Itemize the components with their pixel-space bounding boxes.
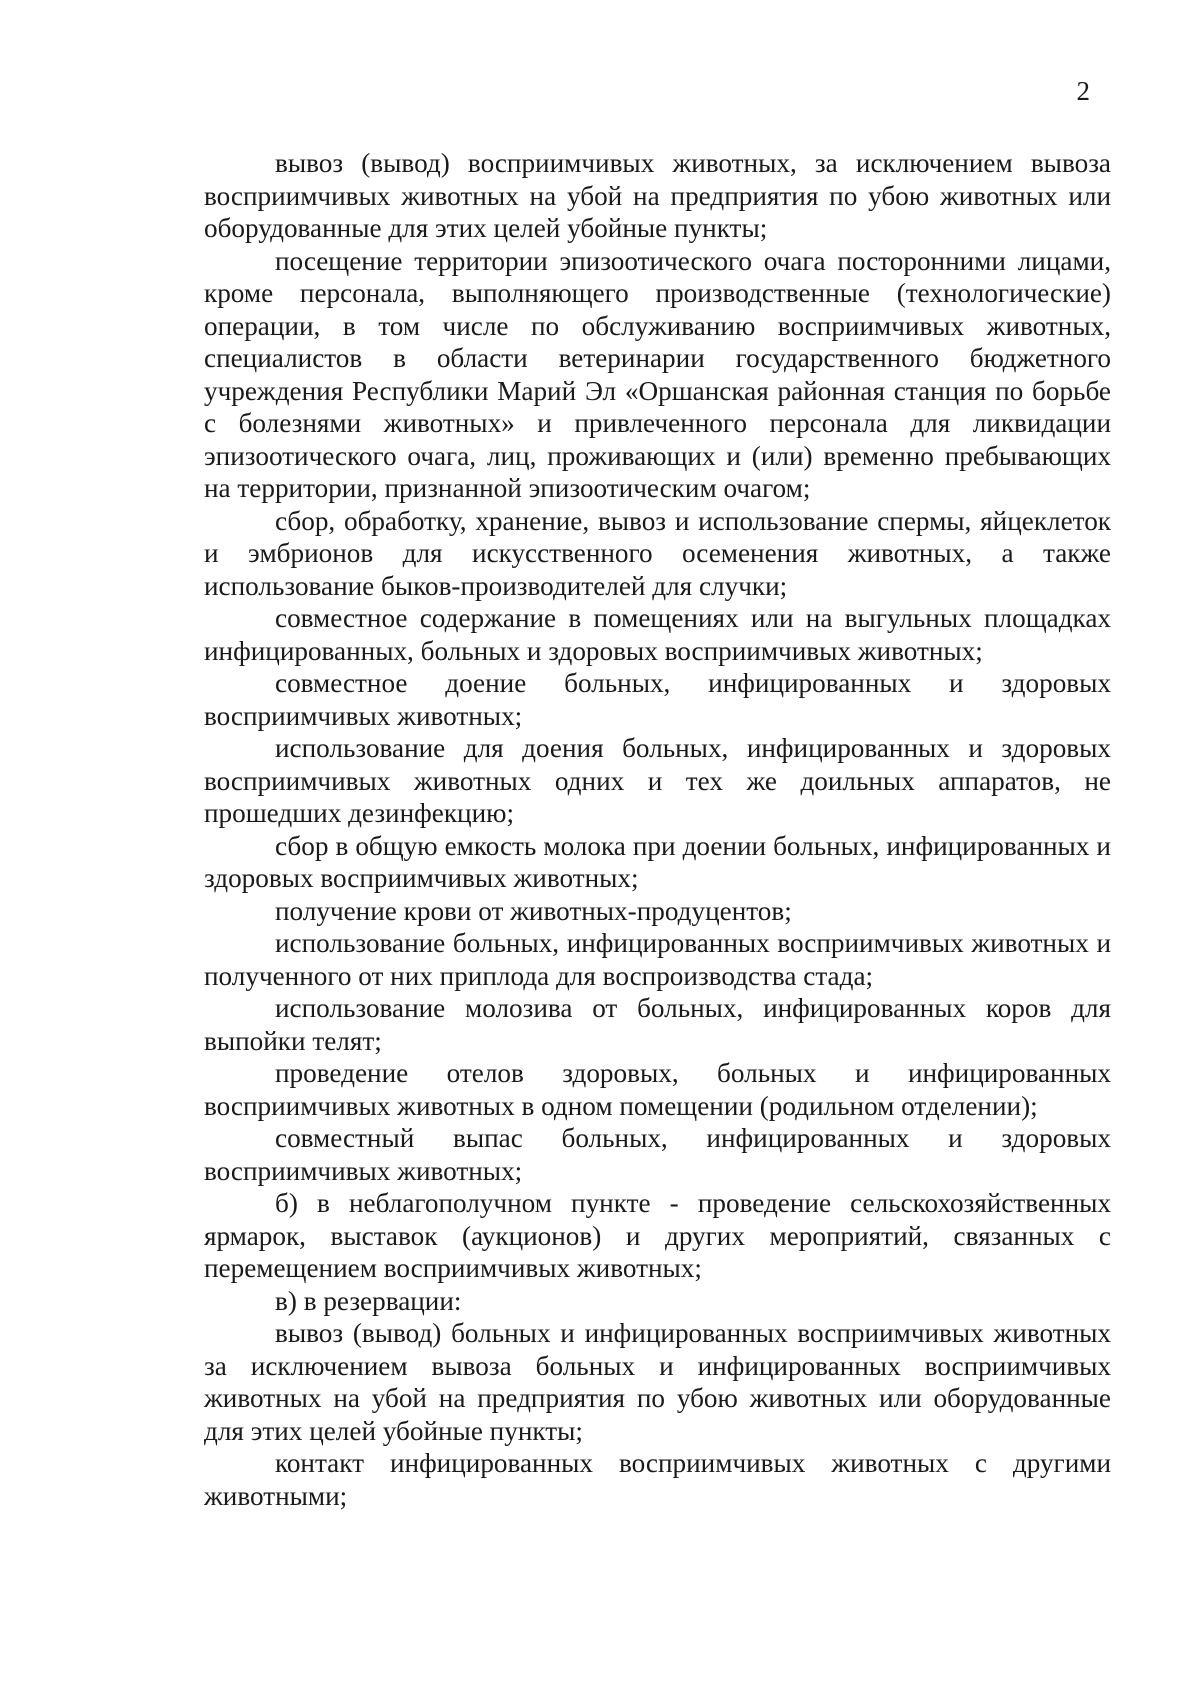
paragraph-12: совместный выпас больных, инфицированных и здоровых восприимчивых животных; bbox=[204, 1123, 1111, 1186]
paragraph-2: посещение территории эпизоотического очага посторонними лицами, кроме персонала, выполняющего производственные (технологические) операции, в том числе по обслуживанию восприимчивых животных, специалистов в области ветеринарии государственного бюджетного учреждения Республики Марий Эл «Оршанская районная станция по борьбе с болезнями животных» и привлеченного персонала для ликвидации эпизоотического очага, лиц, проживающих и (или) временно пребывающих на территории, признанной эпизоотическим очагом; bbox=[204, 245, 1111, 503]
paragraph-4: совместное содержание в помещениях или на выгульных площадках инфицированных, больных и здоровых восприимчивых животных; bbox=[204, 603, 1111, 666]
paragraph-5: совместное доение больных, инфицированных и здоровых восприимчивых животных; bbox=[204, 668, 1111, 731]
paragraph-3: сбор, обработку, хранение, вывоз и использование спермы, яйцеклеток и эмбрионов для искусственного осеменения животных, а также использование быков-производителей для случки; bbox=[204, 505, 1111, 601]
paragraph-7: сбор в общую емкость молока при доении больных, инфицированных и здоровых восприимчивых животных; bbox=[204, 830, 1111, 893]
document-body bbox=[204, 147, 1111, 1512]
paragraph-16: контакт инфицированных восприимчивых животных с другими животными; bbox=[204, 1448, 1111, 1511]
paragraph-13: б) в неблагополучном пункте - проведение сельскохозяйственных ярмарок, выставок (аукционов) и других мероприятий, связанных с перемещением восприимчивых животных; bbox=[204, 1188, 1111, 1283]
paragraph-10: использование молозива от больных, инфицированных коров для выпойки телят; bbox=[204, 993, 1111, 1056]
paragraph-1: вывоз (вывод) восприимчивых животных, за исключением вывоза восприимчивых животных на убой на предприятия по убою животных или оборудованные для этих целей убойные пункты; bbox=[204, 148, 1111, 243]
paragraph-6: использование для доения больных, инфицированных и здоровых восприимчивых животных одних и тех же доильных аппаратов, не прошедших дезинфекцию; bbox=[204, 733, 1111, 828]
paragraph-15: вывоз (вывод) больных и инфицированных восприимчивых животных за исключением вывоза больных и инфицированных восприимчивых животных на убой на предприятия по убою животных или оборудованные для этих целей убойные пункты; bbox=[204, 1318, 1111, 1446]
page-number: 2 bbox=[1076, 76, 1090, 106]
paragraph-8: получение крови от животных-продуцентов; bbox=[275, 895, 792, 926]
paragraph-11: проведение отелов здоровых, больных и инфицированных восприимчивых животных в одном помещении (родильном отделении); bbox=[204, 1058, 1111, 1121]
paragraph-9: использование больных, инфицированных восприимчивых животных и полученного от них приплода для воспроизводства стада; bbox=[204, 928, 1111, 991]
paragraph-14: в) в резервации: bbox=[275, 1285, 462, 1316]
